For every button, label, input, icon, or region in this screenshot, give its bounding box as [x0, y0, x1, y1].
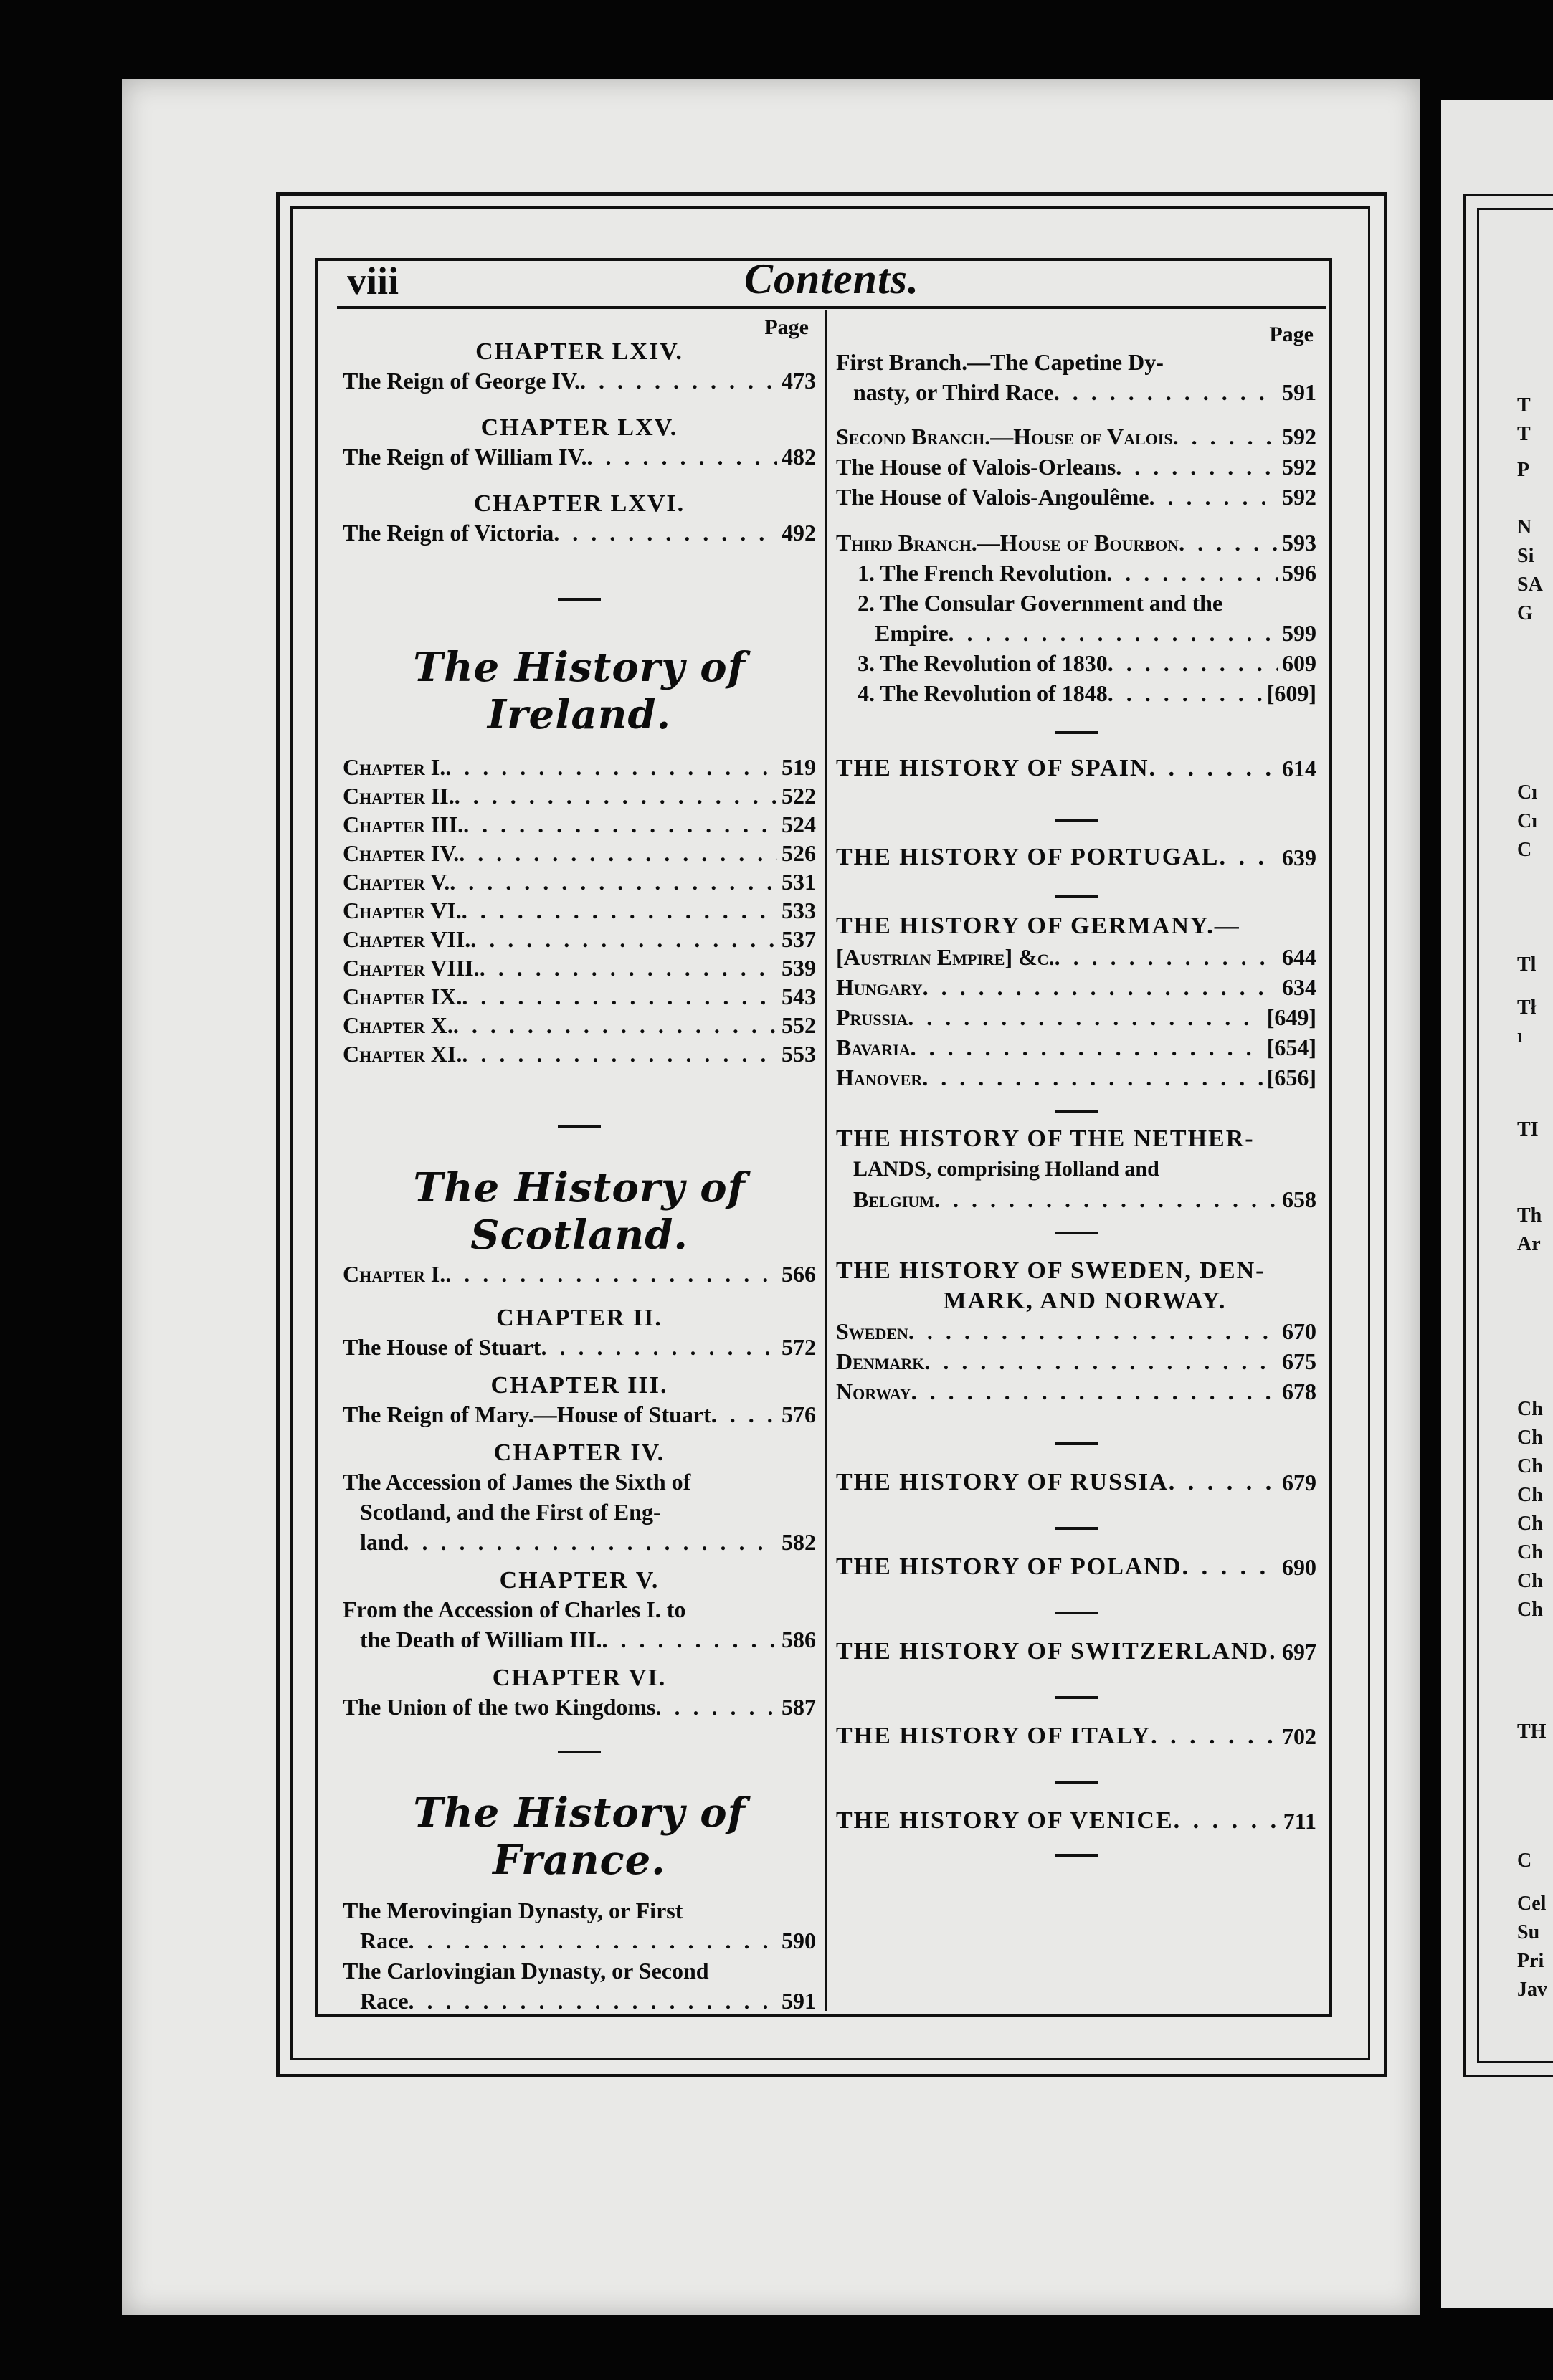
section-rule	[1055, 1612, 1098, 1614]
next-page-letter: G	[1517, 602, 1533, 624]
entry-text-line: THE HISTORY OF THE NETHER-	[836, 1125, 1255, 1152]
page-label: Page	[764, 315, 809, 339]
toc-entry[interactable]: Hungary . . . 634	[836, 972, 1316, 1002]
ireland-chapters	[343, 753, 816, 1068]
entry-text-line: THE HISTORY OF SWEDEN, DEN-	[836, 1257, 1265, 1284]
toc-entry[interactable]: Second Branch.—House of Valois . . . 592	[836, 422, 1316, 452]
revolution-entry[interactable]	[836, 648, 1316, 678]
toc-entry[interactable]: Chapter I. . . . 519	[343, 753, 816, 781]
revolution-entry[interactable]	[836, 678, 1316, 708]
toc-entry[interactable]: Chapter IV. . . . 526	[343, 839, 816, 867]
next-page-letter: Cı	[1517, 810, 1537, 832]
next-page-letter: N	[1517, 516, 1532, 538]
toc-entry-russia[interactable]: THE HISTORY OF RUSSIA . . . 679	[836, 1467, 1316, 1498]
column-divider	[825, 310, 827, 2011]
entry-text-line: The Carlovingian Dynasty, or Second	[343, 1958, 709, 1984]
toc-entry[interactable]: Chapter XI. . . . 553	[343, 1039, 816, 1068]
next-page-letter: Ch	[1517, 1541, 1543, 1563]
toc-entry-last-line[interactable]: Race . . . 590	[343, 1926, 816, 1956]
chapter-heading: CHAPTER LXVI.	[473, 490, 685, 517]
next-page-letter: SA	[1517, 573, 1543, 596]
next-page-letter: Ch	[1517, 1599, 1543, 1621]
next-page-letter: Si	[1517, 545, 1534, 567]
right-column	[836, 323, 1316, 1857]
entry-text-line: 2. The Consular Government and the	[858, 590, 1223, 616]
toc-entry[interactable]: Hanover . . . [656]	[836, 1062, 1316, 1093]
toc-entry-last-line[interactable]: 4. The Revolution of 1848 . . . [609]	[858, 678, 1316, 708]
section-rule	[558, 598, 601, 601]
chapter-heading: CHAPTER IV.	[493, 1439, 665, 1466]
section-rule	[1055, 819, 1098, 822]
section-rule	[1055, 1854, 1098, 1857]
entry-text-line: First Branch.—The Capetine Dy-	[836, 349, 1164, 375]
toc-entry[interactable]: The Reign of Victoria . . . 492	[343, 518, 816, 548]
chapter-heading: CHAPTER LXV.	[480, 414, 678, 441]
toc-entry[interactable]: The House of Valois-Orleans . . . 592	[836, 452, 1316, 482]
toc-entry[interactable]: Chapter VII. . . . 537	[343, 925, 816, 953]
section-rule	[1055, 1442, 1098, 1445]
germany-entries	[836, 942, 1316, 1093]
toc-entry-last-line[interactable]: The Reign of Mary.—House of Stuart . . . 576	[343, 1399, 816, 1429]
next-page-letter: Tł	[1517, 996, 1537, 1019]
revolution-entry[interactable]	[836, 558, 1316, 588]
entry-text-line: The Accession of James the Sixth of	[343, 1469, 691, 1495]
next-page-letter: TH	[1517, 1720, 1547, 1743]
next-page-letter: Th	[1517, 1204, 1542, 1227]
toc-entry-last-line[interactable]: The House of Stuart . . . 572	[343, 1332, 816, 1362]
next-page-letter: ı	[1517, 1025, 1523, 1047]
toc-entry-last-line[interactable]: the Death of William III. . . . 586	[343, 1624, 816, 1655]
toc-entry-last-line[interactable]: Race . . . 591	[343, 1986, 816, 2016]
next-page-letter: Cı	[1517, 781, 1537, 804]
toc-entry-italy[interactable]: THE HISTORY OF ITALY . . . 702	[836, 1720, 1316, 1752]
toc-entry-portugal[interactable]: THE HISTORY OF PORTUGAL . . . 639	[836, 842, 1316, 873]
page-number: viii	[347, 260, 399, 303]
toc-entry-last-line[interactable]: The Union of the two Kingdoms . . . 587	[343, 1692, 816, 1722]
toc-entry[interactable]: Bavaria . . . [654]	[836, 1032, 1316, 1062]
section-title-scotland: The History of Scotland.	[413, 1164, 746, 1259]
toc-entry-poland[interactable]: THE HISTORY OF POLAND . . . 690	[836, 1551, 1316, 1583]
next-page-letter: Ch	[1517, 1484, 1543, 1506]
toc-entry-last-line[interactable]: Empire . . . 599	[858, 618, 1316, 648]
toc-entry-scandinavia	[836, 1256, 1316, 1406]
section-rule	[1055, 1232, 1098, 1234]
first-branch-entry[interactable]	[836, 347, 1316, 407]
toc-entry-netherlands[interactable]	[836, 1124, 1316, 1214]
entry-text-line: LANDS, comprising Holland and	[853, 1157, 1159, 1181]
toc-entry[interactable]: Chapter IX. . . . 543	[343, 982, 816, 1011]
entry-text-line: From the Accession of Charles I. to	[343, 1596, 686, 1622]
section-title-france: The History of France.	[413, 1789, 746, 1884]
page-title: Contents.	[744, 255, 920, 303]
toc-entry[interactable]: Third Branch.—House of Bourbon . . . 593	[836, 528, 1316, 558]
next-page-border	[1463, 194, 1553, 2077]
next-page-letter: Ch	[1517, 1427, 1543, 1449]
france-entries	[343, 1895, 816, 2016]
toc-entry[interactable]: [Austrian Empire] &c. . . . 644	[836, 942, 1316, 972]
section-rule	[1055, 895, 1098, 898]
toc-entry-last-line[interactable]: 3. The Revolution of 1830 . . . 609	[858, 648, 1316, 678]
next-page-letter: Pri	[1517, 1950, 1544, 1972]
toc-entry-last-line[interactable]: Belgium . . . 658	[836, 1184, 1316, 1214]
section-rule	[1055, 1781, 1098, 1784]
section-rule	[1055, 731, 1098, 734]
next-page-letter: Jav	[1517, 1979, 1547, 2001]
revolution-entry[interactable]	[836, 588, 1316, 648]
next-page-letter: Ch	[1517, 1398, 1543, 1420]
second-branch-entries	[836, 422, 1316, 512]
chapter-heading: CHAPTER LXIV.	[475, 338, 683, 365]
toc-entry[interactable]: Prussia . . . [649]	[836, 1002, 1316, 1032]
toc-entry-last-line[interactable]: nasty, or Third Race . . . 591	[836, 377, 1316, 407]
next-page-letter: Su	[1517, 1921, 1540, 1943]
chapter-heading: CHAPTER III.	[490, 1372, 668, 1399]
section-rule	[558, 1751, 601, 1753]
next-page-letter: Cel	[1517, 1893, 1547, 1915]
toc-entry[interactable]: Chapter III. . . . 524	[343, 810, 816, 839]
toc-entry-last-line[interactable]: land . . . 582	[343, 1527, 816, 1557]
next-page-letter: C	[1517, 839, 1532, 861]
next-page-letter: T	[1517, 423, 1531, 445]
page-label: Page	[1269, 323, 1314, 346]
next-page-letter: T	[1517, 394, 1531, 416]
entry-text-line: MARK, AND NORWAY.	[943, 1287, 1227, 1314]
entry-text-line: The Merovingian Dynasty, or First	[343, 1898, 683, 1923]
section-rule	[1055, 1527, 1098, 1530]
toc-entry[interactable]: The House of Valois-Angoulême . . . 592	[836, 482, 1316, 512]
toc-entry[interactable]: Chapter VI. . . . 533	[343, 896, 816, 925]
next-page-letter: Ch	[1517, 1570, 1543, 1592]
next-page-letter: Ch	[1517, 1513, 1543, 1535]
toc-entry[interactable]: Chapter II. . . . 522	[343, 781, 816, 810]
toc-entry-spain[interactable]: THE HISTORY OF SPAIN . . . 614	[836, 753, 1316, 784]
toc-entry-switzerland[interactable]: THE HISTORY OF SWITZERLAND . . . 697	[836, 1636, 1316, 1667]
next-page-letter: Ar	[1517, 1233, 1541, 1255]
next-page-letter: TI	[1517, 1118, 1539, 1141]
toc-entry-last-line[interactable]: 1. The French Revolution . . . 596	[858, 558, 1316, 588]
toc-entry[interactable]: The Reign of William IV. . . . 482	[343, 442, 816, 472]
section-rule	[1055, 1696, 1098, 1699]
next-page-letter: C	[1517, 1850, 1532, 1872]
next-page-letter: Tl	[1517, 953, 1537, 976]
revolution-entries	[836, 558, 1316, 708]
chapter-heading: CHAPTER V.	[499, 1567, 660, 1594]
section-rule	[1055, 1110, 1098, 1113]
left-column	[343, 315, 816, 2016]
page-header	[337, 254, 1326, 309]
section-title-ireland: The History of Ireland.	[413, 644, 746, 738]
toc-entry[interactable]: Chapter I. . . . 566	[343, 1259, 816, 1289]
next-page-letter: Ch	[1517, 1455, 1543, 1477]
chapter-heading: CHAPTER II.	[496, 1305, 662, 1331]
next-page-letter: P	[1517, 459, 1530, 481]
toc-entry[interactable]: Chapter X. . . . 552	[343, 1011, 816, 1039]
toc-entry[interactable]: Chapter VIII. . . . 539	[343, 953, 816, 982]
toc-entry[interactable]: Denmark . . . 675	[836, 1346, 1316, 1376]
chapter-heading: CHAPTER VI.	[492, 1665, 667, 1691]
toc-entry[interactable]: Chapter V. . . . 531	[343, 867, 816, 896]
toc-entry[interactable]: Norway . . . 678	[836, 1376, 1316, 1406]
toc-entry[interactable]: The Reign of George IV. . . . 473	[343, 366, 816, 396]
entry-text-line: Scotland, and the First of Eng-	[360, 1499, 661, 1525]
section-rule	[558, 1125, 601, 1128]
scotland-chapters	[343, 1305, 816, 1722]
toc-entry-germany[interactable]: THE HISTORY OF GERMANY.—	[836, 913, 1240, 939]
toc-entry[interactable]: Sweden . . . 670	[836, 1316, 1316, 1346]
toc-entry-venice[interactable]: THE HISTORY OF VENICE . . . 711	[836, 1805, 1316, 1837]
